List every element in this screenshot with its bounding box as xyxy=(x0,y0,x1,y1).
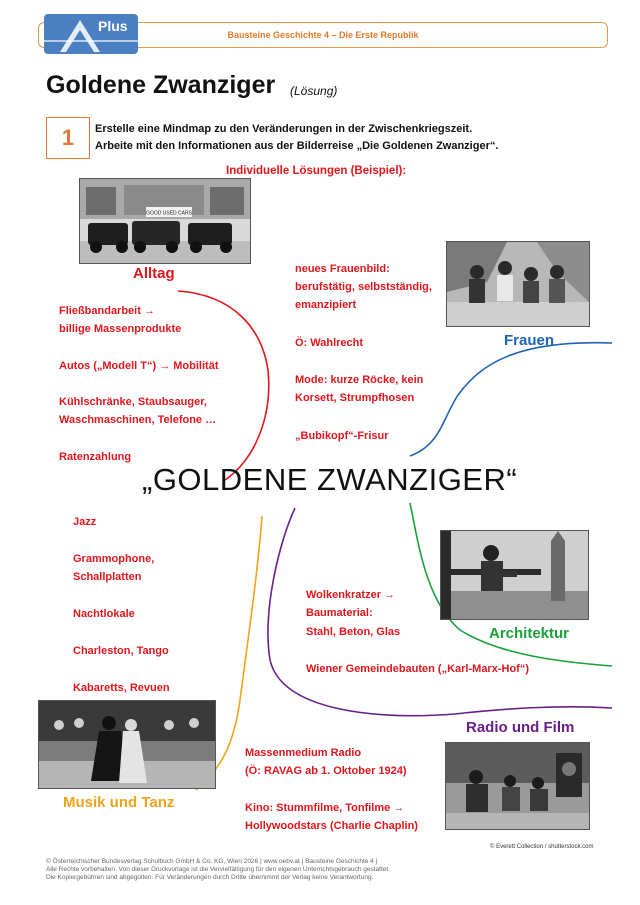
radio-item: Massenmedium Radio xyxy=(245,747,362,759)
radio-item: (Ö: RAVAG ab 1. Oktober 1924) xyxy=(245,765,407,777)
category-musik-tanz: Musik und Tanz xyxy=(63,794,175,811)
page-subtitle: (Lösung) xyxy=(290,84,338,98)
photo-skyscraper-worker xyxy=(440,530,589,620)
task-number: 1 xyxy=(61,125,75,150)
frauen-item: Mode: kurze Röcke, kein xyxy=(295,374,424,386)
alltag-item: Autos („Modell T“) → Mobilität xyxy=(59,360,219,372)
alltag-item: Fließbandarbeit → xyxy=(59,305,155,317)
photo-credit: © Everett Collection / shutterstock.com xyxy=(490,844,594,850)
architektur-item: Wolkenkratzer → xyxy=(306,589,396,601)
architektur-item: Wiener Gemeindebauten („Karl-Marx-Hof“) xyxy=(306,663,529,675)
photo-radio-family xyxy=(445,742,590,830)
alltag-item: Waschmaschinen, Telefone … xyxy=(59,414,217,426)
radio-item: Hollywoodstars (Charlie Chaplin) xyxy=(245,820,418,832)
category-radio-film: Radio und Film xyxy=(466,719,575,736)
task-instruction-line-2: Arbeite mit den Informationen aus der Bilderreise „Die Goldenen Zwanziger“. xyxy=(95,140,499,152)
photo-dancing-couple xyxy=(38,700,216,789)
frauen-item: emanzipiert xyxy=(295,299,357,311)
alltag-item: billige Massenprodukte xyxy=(59,323,182,335)
photo-women-beach xyxy=(446,241,590,327)
musik-item: Charleston, Tango xyxy=(73,645,169,657)
series-title: Bausteine Geschichte 4 – Die Erste Republik xyxy=(227,30,419,40)
mindmap-center-title: „GOLDENE ZWANZIGER“ xyxy=(142,462,518,497)
category-frauen: Frauen xyxy=(504,332,555,349)
musik-item: Grammophone, xyxy=(73,553,155,565)
frauen-item: berufstätig, selbstständig, xyxy=(295,281,432,293)
photo-sign-text: GOOD USED CARS xyxy=(146,210,192,217)
alltag-item: Ratenzahlung xyxy=(59,451,132,463)
musik-item: Jazz xyxy=(73,516,97,528)
footer xyxy=(46,858,390,882)
footer-line: © Österreichischer Bundesverlag Schulbuch GmbH & Co. KG, Wien 2026 | www.oebv.at | Bausteine Geschichte 4 | xyxy=(46,858,378,865)
musik-item: Nachtlokale xyxy=(73,608,135,620)
logo-text: Plus xyxy=(98,18,128,34)
frauen-item: „Bubikopf“-Frisur xyxy=(295,430,389,442)
architektur-item: Baumaterial: xyxy=(306,607,373,619)
radio-item: Kino: Stummfilme, Tonfilme → xyxy=(245,802,405,814)
frauen-item: Korsett, Strumpfhosen xyxy=(295,392,415,404)
frauen-item: Ö: Wahlrecht xyxy=(295,337,364,349)
footer-line: Die Kopiergebühren sind abgegolten. Für Veränderungen durch Dritte übernimmt der Verlag keine Verantwortung. xyxy=(46,874,374,881)
category-architektur: Architektur xyxy=(489,625,570,642)
musik-item: Kabaretts, Revuen xyxy=(73,682,170,694)
task-instruction-line-1: Erstelle eine Mindmap zu den Veränderungen in der Zwischenkriegszeit. xyxy=(95,123,473,135)
frauen-item: neues Frauenbild: xyxy=(295,263,390,275)
page-title: Goldene Zwanziger xyxy=(46,71,276,99)
intro-text: Individuelle Lösungen (Beispiel): xyxy=(226,165,407,177)
architektur-item: Stahl, Beton, Glas xyxy=(306,626,401,638)
photo-vintage-cars xyxy=(79,178,251,264)
alltag-item: Kühlschränke, Staubsauger, xyxy=(59,396,207,408)
category-alltag: Alltag xyxy=(133,265,175,282)
footer-line: Alle Rechte vorbehalten. Von dieser Druckvorlage ist die Vervielfältigung für den eigenen Unterrichtsgebrauch gestattet. xyxy=(46,866,390,873)
musik-item: Schallplatten xyxy=(73,571,142,583)
